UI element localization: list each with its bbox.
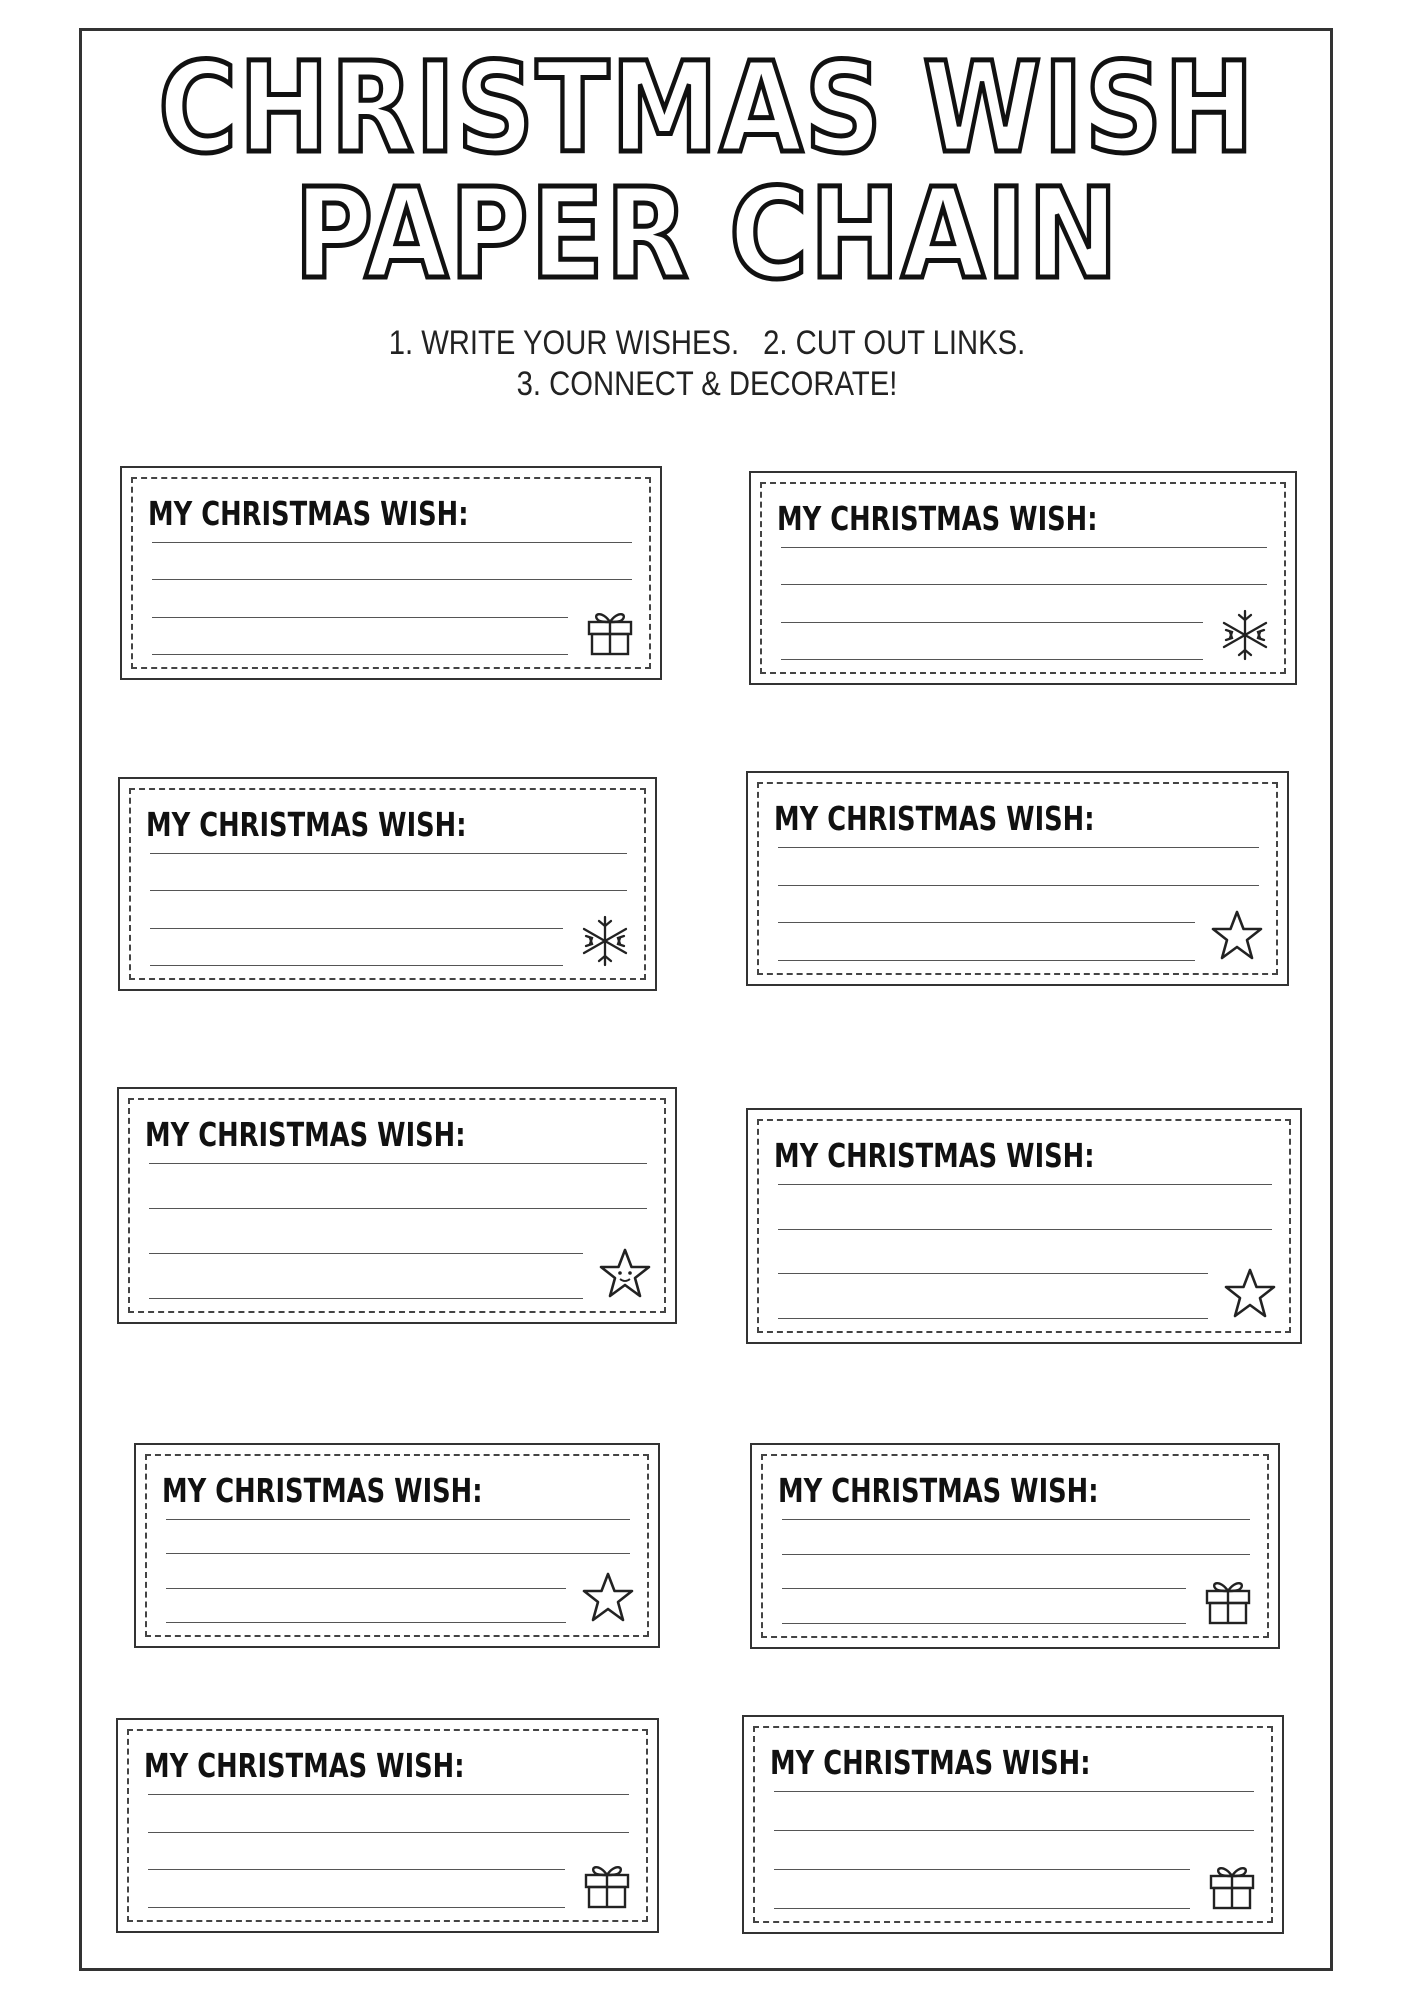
wish-link [746, 1108, 1302, 1344]
star-face-icon [597, 1246, 653, 1302]
writing-line[interactable] [152, 579, 632, 580]
writing-line[interactable] [150, 853, 627, 854]
writing-line[interactable] [149, 1298, 583, 1299]
gift-icon [582, 602, 638, 658]
writing-line[interactable] [166, 1622, 566, 1623]
wish-link [117, 1087, 677, 1324]
wish-label: MY CHRISTMAS WISH: [770, 1743, 1091, 1782]
writing-line[interactable] [149, 1163, 647, 1164]
page-title-line-2: PAPER CHAIN [294, 162, 1120, 307]
writing-line[interactable] [149, 1253, 583, 1254]
wish-link [746, 771, 1289, 986]
wish-link [118, 777, 657, 991]
page-frame [79, 28, 1333, 1971]
writing-line[interactable] [781, 659, 1203, 660]
writing-line[interactable] [148, 1832, 629, 1833]
writing-line[interactable] [781, 584, 1267, 585]
writing-line[interactable] [166, 1588, 566, 1589]
wish-label: MY CHRISTMAS WISH: [144, 1746, 465, 1785]
wish-link [749, 471, 1297, 685]
writing-line[interactable] [774, 1830, 1254, 1831]
writing-line[interactable] [152, 542, 632, 543]
instruction-step-1: 1. WRITE YOUR WISHES. [388, 324, 740, 362]
instructions-row-1 [99, 326, 1315, 360]
writing-line[interactable] [778, 922, 1195, 923]
writing-line[interactable] [152, 617, 568, 618]
writing-line[interactable] [774, 1908, 1190, 1909]
page-title-line-1: CHRISTMAS WISH [158, 36, 1256, 181]
wish-link [742, 1715, 1284, 1934]
writing-line[interactable] [778, 1273, 1208, 1274]
writing-line[interactable] [149, 1208, 647, 1209]
writing-line[interactable] [774, 1791, 1254, 1792]
wish-label: MY CHRISTMAS WISH: [148, 494, 469, 533]
writing-line[interactable] [148, 1794, 629, 1795]
wish-label: MY CHRISTMAS WISH: [774, 799, 1095, 838]
wish-label: MY CHRISTMAS WISH: [146, 805, 467, 844]
wish-label: MY CHRISTMAS WISH: [778, 1471, 1099, 1510]
instructions-row-2 [99, 367, 1315, 401]
writing-line[interactable] [150, 928, 563, 929]
writing-line[interactable] [778, 960, 1195, 961]
writing-line[interactable] [782, 1554, 1250, 1555]
writing-line[interactable] [782, 1623, 1186, 1624]
writing-line[interactable] [152, 654, 568, 655]
writing-line[interactable] [778, 1229, 1272, 1230]
star-icon [1222, 1266, 1278, 1322]
writing-line[interactable] [148, 1869, 565, 1870]
star-icon [580, 1570, 636, 1626]
writing-line[interactable] [166, 1553, 630, 1554]
instruction-step-2: 2. CUT OUT LINKS. [763, 324, 1026, 362]
wish-link [116, 1718, 659, 1933]
writing-line[interactable] [781, 547, 1267, 548]
writing-line[interactable] [778, 1184, 1272, 1185]
wish-label: MY CHRISTMAS WISH: [774, 1136, 1095, 1175]
wish-label: MY CHRISTMAS WISH: [145, 1115, 466, 1154]
writing-line[interactable] [782, 1519, 1250, 1520]
writing-line[interactable] [150, 965, 563, 966]
writing-line[interactable] [148, 1907, 565, 1908]
instruction-step-3: 3. CONNECT & DECORATE! [516, 365, 898, 403]
wish-label: MY CHRISTMAS WISH: [162, 1471, 483, 1510]
wish-link [120, 466, 662, 680]
gift-icon [1200, 1571, 1256, 1627]
writing-line[interactable] [150, 890, 627, 891]
snowflake-icon [1217, 607, 1273, 663]
gift-icon [1204, 1856, 1260, 1912]
writing-line[interactable] [774, 1869, 1190, 1870]
writing-line[interactable] [782, 1588, 1186, 1589]
wish-link [750, 1443, 1280, 1649]
writing-line[interactable] [166, 1519, 630, 1520]
wish-label: MY CHRISTMAS WISH: [777, 499, 1098, 538]
writing-line[interactable] [778, 1318, 1208, 1319]
wish-link [134, 1443, 660, 1648]
writing-line[interactable] [778, 847, 1259, 848]
star-icon [1209, 908, 1265, 964]
snowflake-icon [577, 913, 633, 969]
gift-icon [579, 1855, 635, 1911]
writing-line[interactable] [781, 622, 1203, 623]
writing-line[interactable] [778, 885, 1259, 886]
